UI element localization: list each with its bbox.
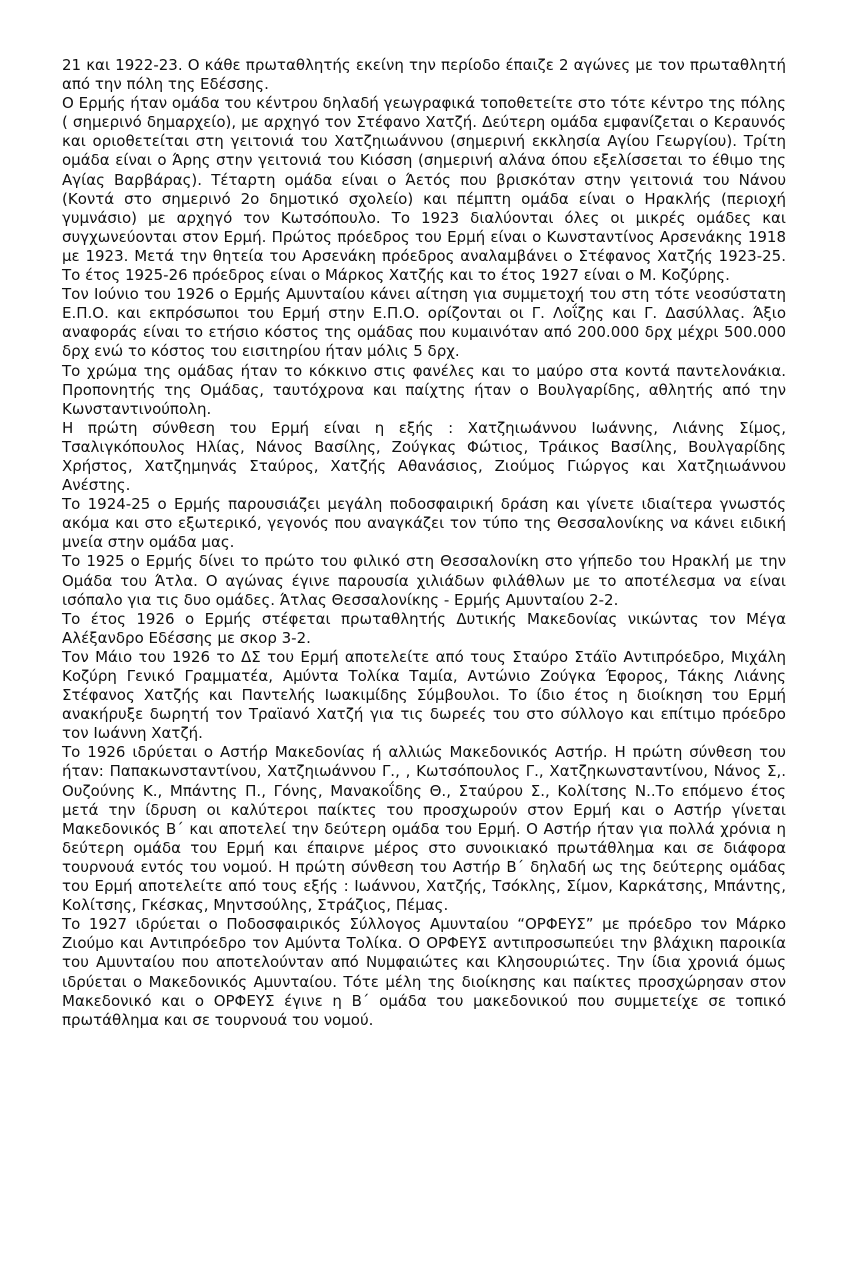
- paragraph-9: Τον Μάιο του 1926 το ΔΣ του Ερμή αποτελείτε από τους Σταύρο Στάϊο Αντιπρόεδρο, Μιχάλη Κοζύρη Γενικό Γραμματέα, Αμύντα Τολίκα Ταμία, Αντώνιο Ζούγκα Έφορος, Τάκης Λιάνης Στέφανος Χατζής και Παντελής Ιωακιμίδης Σύμβουλοι. Το ίδιο έτος η διοίκηση του Ερμή ανακήρυξε δωρητή τον Τραϊανό Χατζή για τις δωρεές του στο σύλλογο και επίτιμο πρόεδρο τον Ιωάννη Χατζή.: [62, 647, 786, 743]
- paragraph-8: Το έτος 1926 ο Ερμής στέφεται πρωταθλητής Δυτικής Μακεδονίας νικώντας τον Μέγα Αλέξανδρο Εδέσσης με σκορ 3-2.: [62, 609, 786, 647]
- paragraph-2: Ο Ερμής ήταν ομάδα του κέντρου δηλαδή γεωγραφικά τοποθετείτε στο τότε κέντρο της πόλης ( σημερινό δημαρχείο), με αρχηγό τον Στέφανο Χατζή. Δεύτερη ομάδα εμφανίζεται ο Κεραυνός και οριοθετείται στη γειτονιά του Χατζηιωάννου (σημερινή εκκλησία Αγίου Γεωργίου). Τρίτη ομάδα είναι ο Άρης στην γειτονιά του Κιόσση (σημερινή αλάνα όπου εξελίσσεται το έθιμο της Αγίας Βαρβάρας). Τέταρτη ομάδα είναι ο Άετός που βρισκόταν στην γειτονιά του Νάνου (Κοντά στο σημερινό 2ο δημοτικό σχολείο) και πέμπτη ομάδα είναι ο Ηρακλής (περιοχή γυμνάσιο) με αρχηγό τον Κωτσόπουλο. Το 1923 διαλύονται όλες οι μικρές ομάδες και συγχωνεύονται στον Ερμή. Πρώτος πρόεδρος του Ερμή είναι ο Κωνσταντίνος Αρσενάκης 1918 με 1923. Μετά την θητεία του Αρσενάκη πρόεδρος αναλαμβάνει ο Στέφανος Χατζής 1923-25. Το έτος 1925-26 πρόεδρος είναι ο Μάρκος Χατζής και το έτος 1927 είναι ο Μ. Κοζύρης.: [62, 94, 786, 285]
- document-page: [62, 56, 786, 1030]
- paragraph-4: Το χρώμα της ομάδας ήταν το κόκκινο στις φανέλες και το μαύρο στα κοντά παντελονάκια. Προπονητής της Ομάδας, ταυτόχρονα και παίχτης ήταν ο Βουλγαρίδης, αθλητής από την Κωνσταντινούπολη.: [62, 361, 786, 418]
- paragraph-7: Το 1925 ο Ερμής δίνει το πρώτο του φιλικό στη Θεσσαλονίκη στο γήπεδο του Ηρακλή με την Ομάδα του Άτλα. Ο αγώνας έγινε παρουσία χιλιάδων φιλάθλων με το αποτέλεσμα να είναι ισόπαλο για τις δυο ομάδες. Άτλας Θεσσαλονίκης - Ερμής Αμυνταίου 2-2.: [62, 552, 786, 609]
- paragraph-5: Η πρώτη σύνθεση του Ερμή είναι η εξής : Χατζηιωάννου Ιωάννης, Λιάνης Σίμος, Τσαλιγκόπουλος Ηλίας, Νάνος Βασίλης, Ζούγκας Φώτιος, Τράικος Βασίλης, Βουλγαρίδης Χρήστος, Χατζημηνάς Σταύρος, Χατζής Αθανάσιος, Ζιούμος Γιώργος και Χατζηιωάννου Ανέστης.: [62, 418, 786, 495]
- paragraph-10: Το 1926 ιδρύεται ο Αστήρ Μακεδονίας ή αλλιώς Μακεδονικός Αστήρ. Η πρώτη σύνθεση του ήταν: Παπακωνσταντίνου, Χατζηιωάννου Γ., , Κωτσόπουλος Γ., Χατζηκωνσταντίνου, Νάνος Σ,. Ουζούνης Κ., Μπάντης Π., Γόνης, Μανακοΐδης Θ., Σταύρου Σ., Κολίτσης Ν..Το επόμενο έτος μετά την ίδρυση οι καλύτεροι παίκτες του προσχωρούν στον Ερμή και ο Αστήρ γίνεται Μακεδονικός Β΄ και αποτελεί την δεύτερη ομάδα του Ερμή. Ο Αστήρ ήταν για πολλά χρόνια η δεύτερη ομάδα του Ερμή και έπαιρνε μέρος στο συνοικιακό πρωτάθλημα και σε διάφορα τουρνουά εντός του νομού. Η πρώτη σύνθεση του Αστήρ Β΄ δηλαδή ως της δεύτερης ομάδας του Ερμή αποτελείτε από τους εξής : Ιωάννου, Χατζής, Τσόκλης, Σίμον, Καρκάτσης, Μπάντης, Κολίτσης, Γκέσκας, Μηντσούλης, Στράζιος, Πέμας.: [62, 743, 786, 915]
- paragraph-3: Τον Ιούνιο του 1926 ο Ερμής Αμυνταίου κάνει αίτηση για συμμετοχή του στη τότε νεοσύστατη Ε.Π.Ο. και εκπρόσωποι του Ερμή στην Ε.Π.Ο. ορίζονται οι Γ. Λοΐζης και Γ. Δασύλλας. Άξιο αναφοράς είναι το ετήσιο κόστος της ομάδας που κυμαινόταν από 200.000 δρχ μέχρι 500.000 δρχ ενώ το κόστος του εισιτηρίου ήταν μόλις 5 δρχ.: [62, 285, 786, 361]
- paragraph-11: Το 1927 ιδρύεται ο Ποδοσφαιρικός Σύλλογος Αμυνταίου “ΟΡΦΕΥΣ” με πρόεδρο τον Μάρκο Ζιούμο και Αντιπρόεδρο τον Αμύντα Τολίκα. Ο ΟΡΦΕΥΣ αντιπροσωπεύει την βλάχικη παροικία του Αμυνταίου που αποτελούνταν από Νυμφαιώτες και Κλησουριώτες. Την ίδια χρονιά όμως ιδρύεται ο Μακεδονικός Αμυνταίου. Τότε μέλη της διοίκησης και παίκτες προσχώρησαν στον Μακεδονικό και ο ΟΡΦΕΥΣ έγινε η Β΄ ομάδα του μακεδονικού που συμμετείχε σε τοπικό πρωτάθλημα και σε τουρνουά του νομού.: [62, 915, 786, 1029]
- paragraph-1: 21 και 1922-23. Ο κάθε πρωταθλητής εκείνη την περίοδο έπαιζε 2 αγώνες με τον πρωταθλητή από την πόλη της Εδέσσης.: [62, 56, 786, 94]
- paragraph-6: Το 1924-25 ο Ερμής παρουσιάζει μεγάλη ποδοσφαιρική δράση και γίνετε ιδιαίτερα γνωστός ακόμα και στο εξωτερικό, γεγονός που αναγκάζει τον τύπο της Θεσσαλονίκης να κάνει ειδική μνεία στην ομάδα μας.: [62, 495, 786, 552]
